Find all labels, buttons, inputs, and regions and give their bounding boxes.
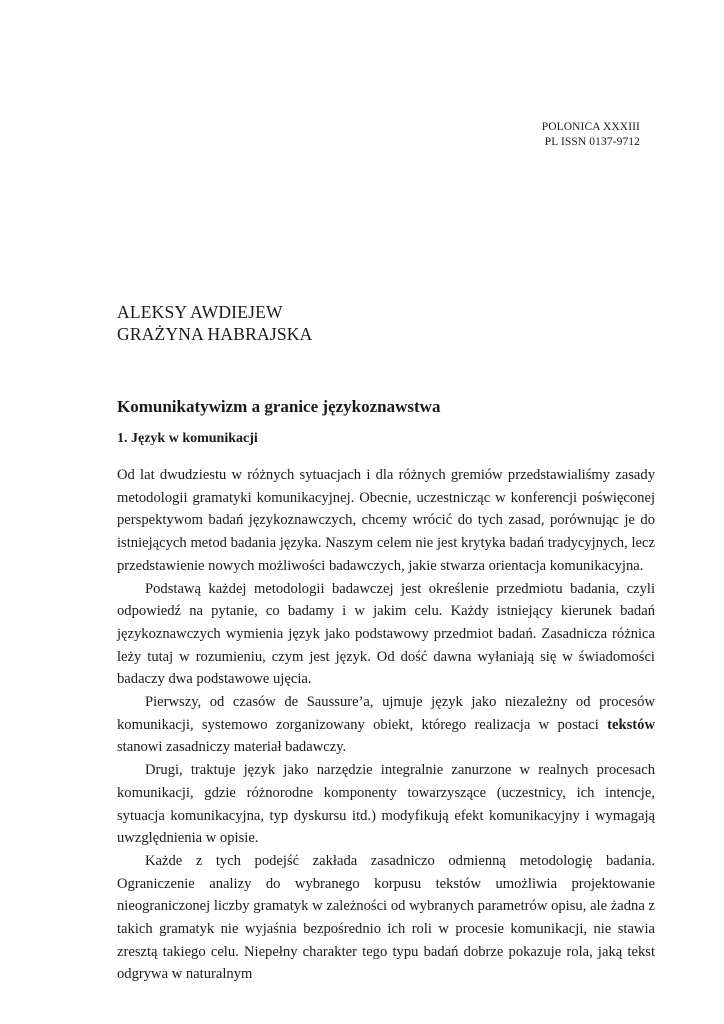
body-paragraph: Drugi, traktuje język jako narzędzie integralnie zanurzone w realnych procesach komunikacji, gdzie różnorodne komponenty towarzyszące (uczestnicy, ich intencje, sytuacja komunikacyjna, typ dyskursu itd.) modyfikują efekt komunikacyjny i wymagają uwzględnienia w opisie. [117, 762, 655, 847]
body-paragraph: Podstawą każdej metodologii badawczej jest określenie przedmiotu badania, czyli odpowiedź na pytanie, co badamy i w jakim celu. Każdy istniejący kierunek badań językoznawczych wymienia język jako podstawowy przedmiot badań. Zasadnicza różnica leży tutaj w rozumieniu, czym jest język. Od dość dawna wyłaniają się w świadomości badaczy dwa podstawowe ujęcia. [117, 580, 655, 688]
author-list [117, 301, 312, 345]
journal-issn: PL ISSN 0137-9712 [544, 136, 640, 148]
author-name: GRAŻYNA HABRAJSKA [117, 324, 313, 344]
journal-series: POLONICA XXXIII [541, 121, 640, 133]
emphasized-term: tekstów [607, 716, 655, 733]
article-body [117, 464, 655, 986]
body-paragraph: Od lat dwudziestu w różnych sytuacjach i dla różnych gremiów przedstawialiśmy zasady metodologii gramatyki komunikacyjnej. Obecnie, uczestnicząc w konferencji poświęconej perspektywom badań językoznawczych, chcemy wrócić do tych zasad, porównując je do istniejących metod badania języka. Naszym celem nie jest krytyka badań tradycyjnych, lecz przedstawienie nowych możliwości badawczych, jakie stwarza orientacja komunikacyjna. [117, 467, 655, 574]
body-paragraph: Każde z tych podejść zakłada zasadniczo odmienną metodologię badania. Ograniczenie analizy do wybranego korpusu tekstów umożliwia projektowanie nieograniczonej liczby gramatyk w zależności od wybranych parametrów opisu, ale żadna z takich gramatyk nie wyjaśnia bezpośrednio ich roli w procesie komunikacji, nie stawia zresztą takiego celu. Niepełny charakter tego typu badań dobrze pokazuje rola, jaką tekst odgrywa w naturalnym [117, 852, 655, 983]
author-name: ALEKSY AWDIEJEW [117, 302, 283, 322]
paragraph-text: Pierwszy, od czasów de Saussure’a, ujmuje język jako niezależny od procesów komunikacji, systemowo zorganizowany obiekt, którego realizacja w postaci [117, 694, 655, 733]
article-title: Komunikatywizm a granice językoznawstwa [117, 397, 441, 416]
paragraph-text: stanowi zasadniczy materiał badawczy. [117, 739, 347, 756]
section-heading: 1. Język w komunikacji [117, 431, 258, 446]
body-paragraph [117, 691, 655, 759]
journal-info [542, 120, 640, 150]
